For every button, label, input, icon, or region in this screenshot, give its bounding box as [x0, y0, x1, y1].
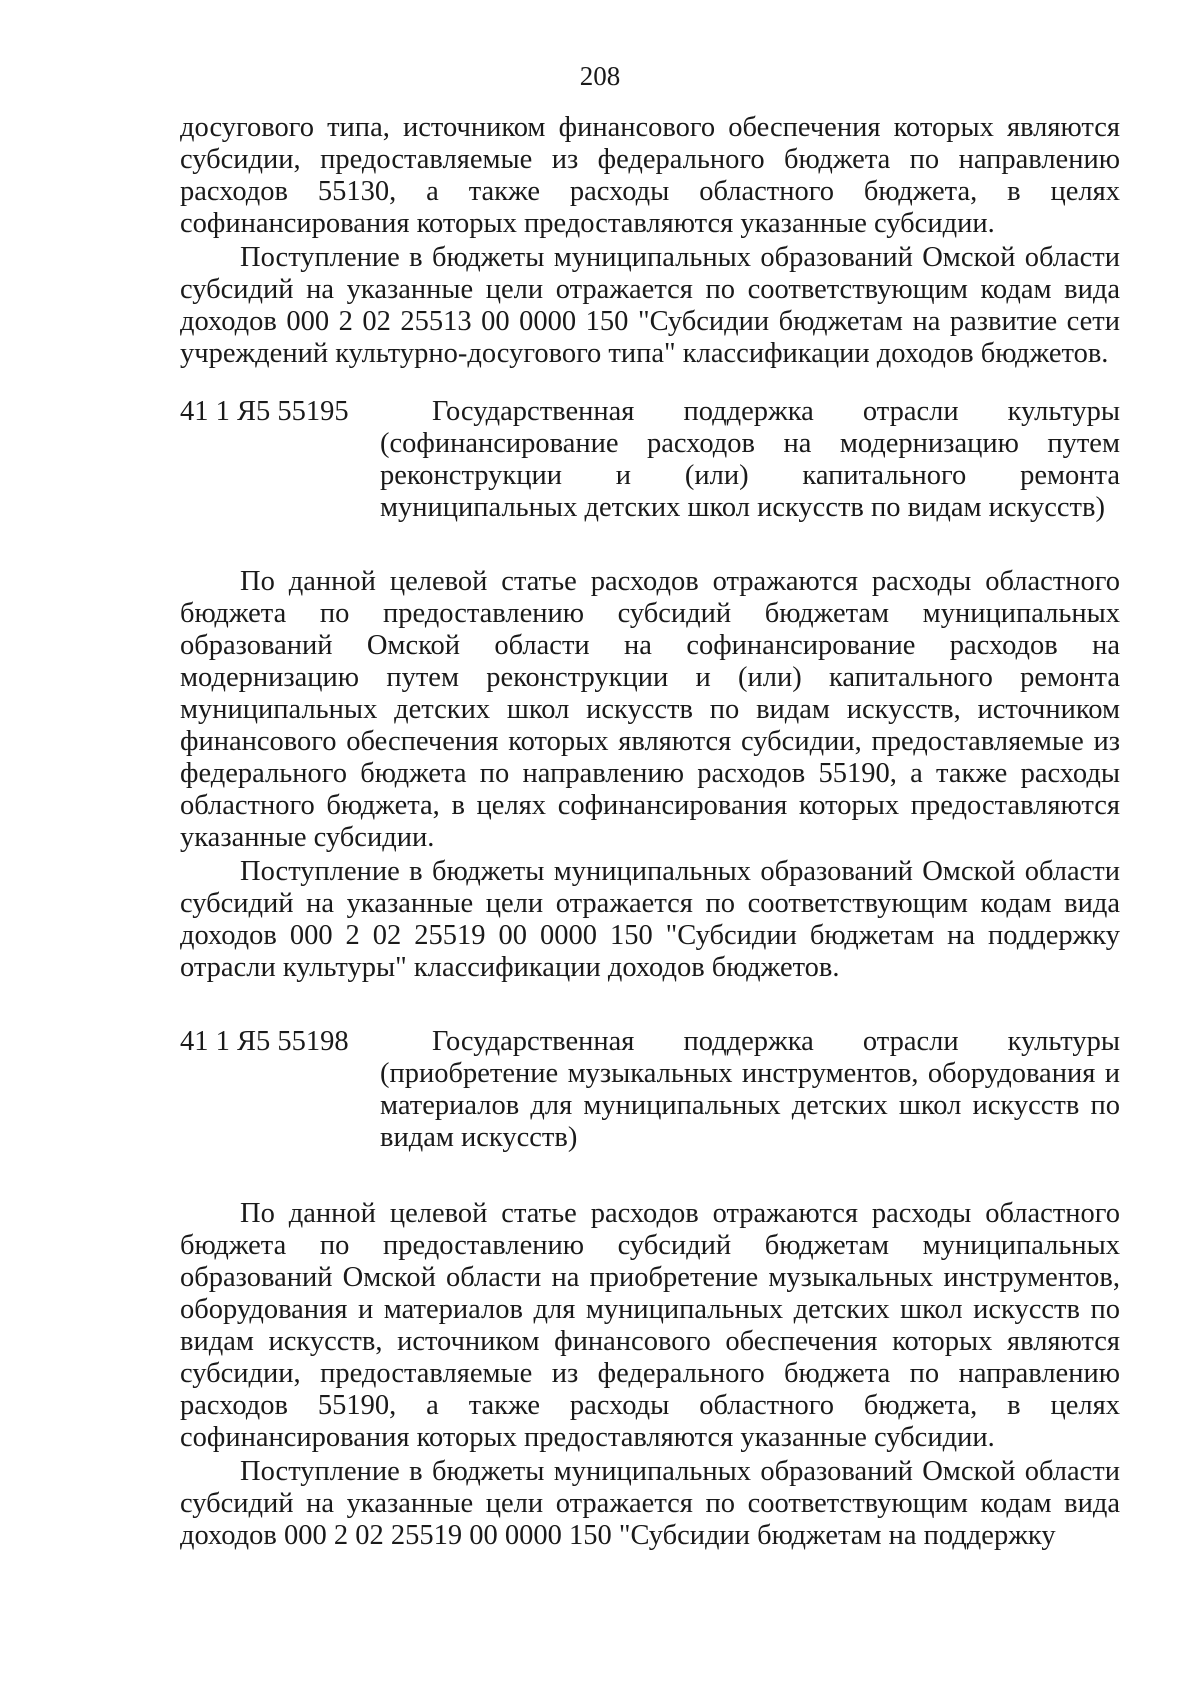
document-body: [180, 112, 1120, 1552]
entry-title: Государственная поддержка отрасли культуры (софинансирование расходов на модернизацию путем реконструкции и (или) капитального ремонта муниципальных детских школ искусств по видам искусств): [380, 396, 1120, 523]
paragraph-income-receipt-1: Поступление в бюджеты муниципальных образований Омской области субсидий на указанные цели отражается по соответствующим кодам вида доходов 000 2 02 25513 00 0000 150 "Субсидии бюджетам на развитие сети учреждений культурно-досугового типа" классификации доходов бюджетов.: [180, 242, 1120, 369]
paragraph-expense-description-1: По данной целевой статье расходов отражаются расходы областного бюджета по предоставлению субсидий бюджетам муниципальных образований Омской области на софинансирование расходов на модернизацию путем реконструкции и (или) капитального ремонта муниципальных детских школ искусств по видам искусств, источником финансового обеспечения которых являются субсидии, предоставляемые из федерального бюджета по направлению расходов 55190, а также расходы областного бюджета, в целях софинансирования которых предоставляются указанные субсидии.: [180, 566, 1120, 853]
page-number: 208: [579, 61, 621, 91]
paragraph-income-receipt-2: Поступление в бюджеты муниципальных образований Омской области субсидий на указанные цели отражается по соответствующим кодам вида доходов 000 2 02 25519 00 0000 150 "Субсидии бюджетам на поддержку отрасли культуры" классификации доходов бюджетов.: [180, 856, 1120, 983]
budget-entry-55198: [180, 1026, 1120, 1154]
entry-code: 41 1 Я5 55195: [180, 396, 349, 427]
entry-title: Государственная поддержка отрасли культуры (приобретение музыкальных инструментов, оборудования и материалов для муниципальных детских школ искусств по видам искусств): [380, 1026, 1120, 1153]
budget-entry-55195: [180, 396, 1120, 524]
entry-code: 41 1 Я5 55198: [180, 1026, 349, 1057]
paragraph-continuation: досугового типа, источником финансового обеспечения которых являются субсидии, предоставляемые из федерального бюджета по направлению расходов 55130, а также расходы областного бюджета, в целях софинансирования которых предоставляются указанные субсидии.: [180, 112, 1120, 239]
paragraph-expense-description-2: По данной целевой статье расходов отражаются расходы областного бюджета по предоставлению субсидий бюджетам муниципальных образований Омской области на приобретение музыкальных инструментов, оборудования и материалов для муниципальных детских школ искусств по видам искусств, источником финансового обеспечения которых являются субсидии, предоставляемые из федерального бюджета по направлению расходов 55190, а также расходы областного бюджета, в целях софинансирования которых предоставляются указанные субсидии.: [180, 1198, 1120, 1453]
paragraph-income-receipt-3: Поступление в бюджеты муниципальных образований Омской области субсидий на указанные цели отражается по соответствующим кодам вида доходов 000 2 02 25519 00 0000 150 "Субсидии бюджетам на поддержку: [180, 1456, 1120, 1551]
